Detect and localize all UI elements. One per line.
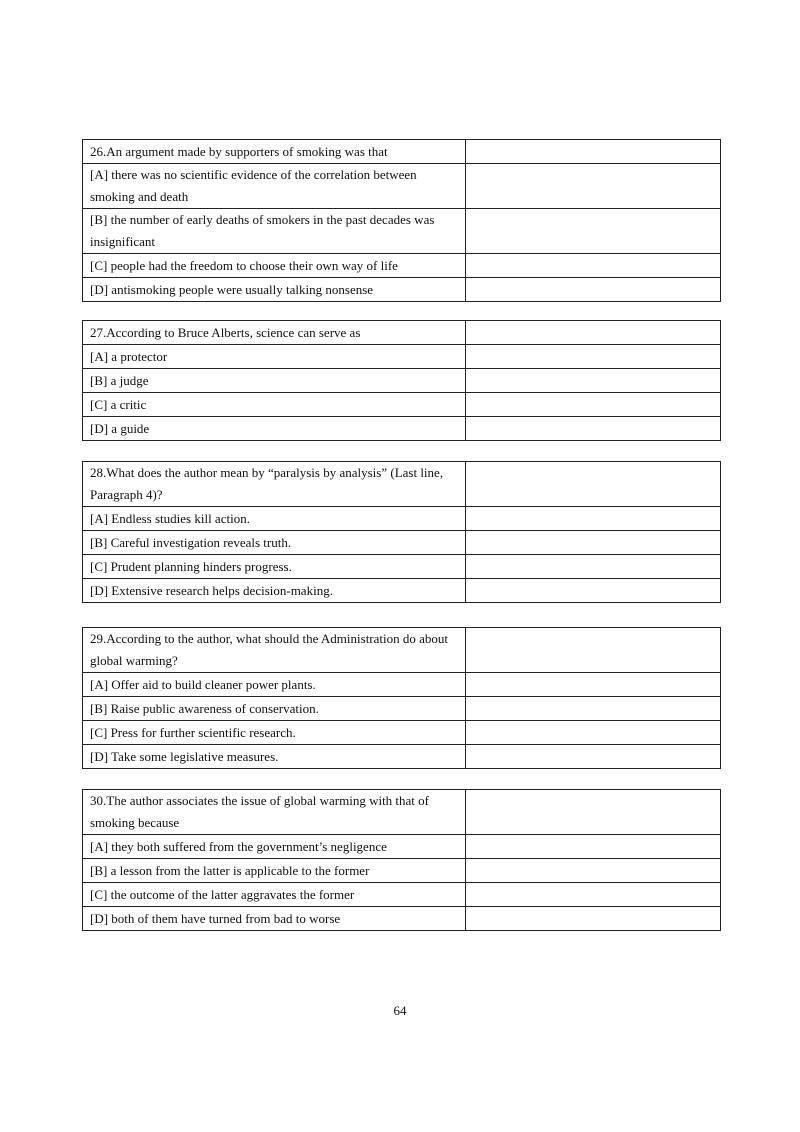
answer-cell[interactable] (466, 393, 721, 417)
option-row (83, 209, 721, 254)
option-row (83, 579, 721, 603)
option-b: [B] the number of early deaths of smokers in the past decades was insignificant (83, 209, 466, 254)
question-stem: 29.According to the author, what should the Administration do about global warming? (83, 628, 466, 673)
option-a: [A] Endless studies kill action. (83, 507, 466, 531)
answer-cell[interactable] (466, 790, 721, 835)
option-row (83, 369, 721, 393)
option-row (83, 721, 721, 745)
answer-cell[interactable] (466, 417, 721, 441)
question-27-table (82, 320, 721, 441)
option-row (83, 417, 721, 441)
answer-cell[interactable] (466, 673, 721, 697)
option-d: [D] both of them have turned from bad to worse (83, 907, 466, 931)
page-number: 64 (393, 1003, 407, 1018)
option-a: [A] a protector (83, 345, 466, 369)
answer-cell[interactable] (466, 555, 721, 579)
option-row (83, 164, 721, 209)
option-a: [A] Offer aid to build cleaner power plants. (83, 673, 466, 697)
option-b: [B] a lesson from the latter is applicable to the former (83, 859, 466, 883)
question-stem: 30.The author associates the issue of global warming with that of smoking because (83, 790, 466, 835)
option-a: [A] they both suffered from the government’s negligence (83, 835, 466, 859)
answer-cell[interactable] (466, 883, 721, 907)
answer-cell[interactable] (466, 462, 721, 507)
question-stem-row (83, 790, 721, 835)
answer-cell[interactable] (466, 859, 721, 883)
option-b: [B] Careful investigation reveals truth. (83, 531, 466, 555)
question-stem-row (83, 321, 721, 345)
option-d: [D] antismoking people were usually talking nonsense (83, 278, 466, 302)
option-row (83, 507, 721, 531)
question-stem-row (83, 462, 721, 507)
answer-cell[interactable] (466, 628, 721, 673)
answer-cell[interactable] (466, 835, 721, 859)
option-row (83, 907, 721, 931)
option-d: [D] Extensive research helps decision-making. (83, 579, 466, 603)
option-row (83, 697, 721, 721)
option-row (83, 345, 721, 369)
answer-cell[interactable] (466, 745, 721, 769)
answer-cell[interactable] (466, 278, 721, 302)
answer-cell[interactable] (466, 345, 721, 369)
question-stem: 27.According to Bruce Alberts, science can serve as (83, 321, 466, 345)
question-30-table (82, 789, 721, 931)
question-stem-row (83, 140, 721, 164)
answer-cell[interactable] (466, 507, 721, 531)
option-row (83, 393, 721, 417)
option-row (83, 673, 721, 697)
answer-cell[interactable] (466, 697, 721, 721)
answer-cell[interactable] (466, 321, 721, 345)
question-28-table (82, 461, 721, 603)
answer-cell[interactable] (466, 369, 721, 393)
answer-cell[interactable] (466, 254, 721, 278)
answer-cell[interactable] (466, 579, 721, 603)
option-c: [C] people had the freedom to choose their own way of life (83, 254, 466, 278)
question-26-table (82, 139, 721, 302)
option-row (83, 883, 721, 907)
option-a: [A] there was no scientific evidence of the correlation between smoking and death (83, 164, 466, 209)
option-row (83, 254, 721, 278)
option-row (83, 859, 721, 883)
answer-cell[interactable] (466, 531, 721, 555)
option-b: [B] a judge (83, 369, 466, 393)
option-row (83, 835, 721, 859)
option-d: [D] Take some legislative measures. (83, 745, 466, 769)
answer-cell[interactable] (466, 907, 721, 931)
option-c: [C] a critic (83, 393, 466, 417)
question-stem-row (83, 628, 721, 673)
option-row (83, 555, 721, 579)
answer-cell[interactable] (466, 140, 721, 164)
answer-cell[interactable] (466, 209, 721, 254)
option-row (83, 745, 721, 769)
question-stem: 28.What does the author mean by “paralysis by analysis” (Last line, Paragraph 4)? (83, 462, 466, 507)
option-row (83, 278, 721, 302)
option-c: [C] Prudent planning hinders progress. (83, 555, 466, 579)
option-d: [D] a guide (83, 417, 466, 441)
question-stem: 26.An argument made by supporters of smoking was that (83, 140, 466, 164)
question-29-table (82, 627, 721, 769)
option-c: [C] the outcome of the latter aggravates the former (83, 883, 466, 907)
answer-cell[interactable] (466, 721, 721, 745)
option-c: [C] Press for further scientific research. (83, 721, 466, 745)
option-row (83, 531, 721, 555)
option-b: [B] Raise public awareness of conservation. (83, 697, 466, 721)
answer-cell[interactable] (466, 164, 721, 209)
